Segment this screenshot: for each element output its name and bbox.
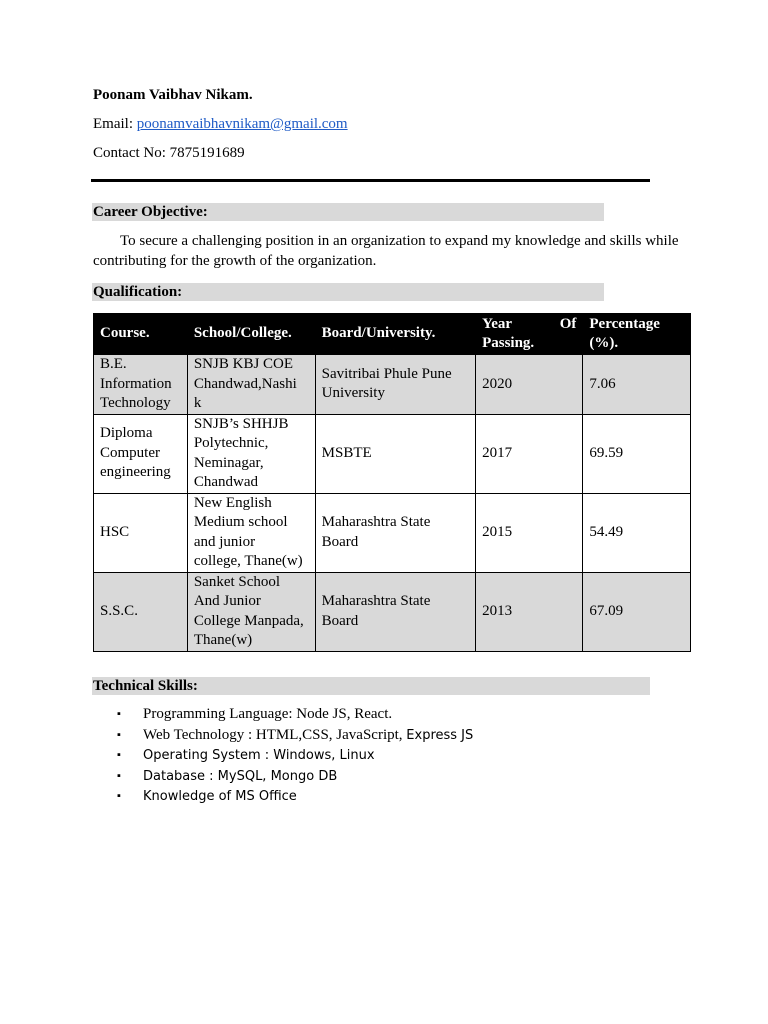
cell-school-line: Chandwad,Nashi	[193, 375, 297, 392]
cell-course	[94, 572, 188, 651]
cell-school-line: college, Thane(w)	[193, 553, 303, 569]
cell-board-line: Maharashtra State	[321, 593, 431, 609]
cell-percentage: 69.59	[583, 414, 691, 493]
cell-school-line: Medium school	[193, 514, 288, 530]
header-year-word: Year	[482, 315, 513, 332]
header-board: Board/University.	[315, 314, 475, 355]
header-divider	[91, 179, 650, 182]
skill-item-operating-system: ▪ Operating System : Windows, Linux	[117, 745, 473, 766]
cell-school-line: SNJB’s SHHJB	[193, 415, 289, 432]
skill-item-ms-office: ▪ Knowledge of MS Office	[117, 786, 473, 807]
cell-school-line: and junior	[193, 533, 256, 550]
header-percentage-word: Percentage	[589, 315, 660, 332]
email-link[interactable]: poonamvaibhavnikam@gmail.com	[136, 116, 348, 132]
skill-item-programming: ▪ Programming Language: Node JS, React.	[117, 704, 473, 725]
cell-board-line: Board	[321, 612, 359, 629]
cell-year: 2013	[476, 572, 583, 651]
cell-course	[94, 355, 188, 415]
table-row	[94, 493, 691, 572]
cell-school-line: Thane(w)	[193, 632, 253, 648]
technical-skills-list	[117, 704, 473, 807]
header-percentage-unit: (%).	[589, 335, 619, 351]
header-year-passing: Passing.	[482, 335, 535, 351]
cell-percentage: 54.49	[583, 493, 691, 572]
cell-year: 2017	[476, 414, 583, 493]
table-row	[94, 355, 691, 415]
candidate-name: Poonam Vaibhav Nikam.	[93, 87, 253, 103]
technical-skills-heading: Technical Skills:	[92, 677, 650, 695]
contact-number: Contact No: 7875191689	[93, 145, 245, 161]
cell-school	[187, 414, 315, 493]
table-row	[94, 572, 691, 651]
cell-board-line: University	[321, 385, 385, 402]
cell-course	[94, 493, 188, 572]
cell-school-line: Neminagar,	[193, 454, 264, 471]
cell-percentage: 7.06	[583, 355, 691, 415]
cell-board-line: MSBTE	[321, 444, 372, 461]
cell-course-line: engineering	[100, 464, 171, 481]
skill-item-web-technology: ▪ Web Technology : HTML,CSS, JavaScript, Express JS	[117, 725, 473, 746]
cell-year: 2020	[476, 355, 583, 415]
cell-school	[187, 493, 315, 572]
skill-item-database: ▪ Database : MySQL, Mongo DB	[117, 766, 473, 787]
cell-board-line: Savitribai Phule Pune	[321, 365, 452, 382]
cell-school-line: Polytechnic,	[193, 435, 269, 451]
cell-board-line: Maharashtra State	[321, 514, 431, 530]
bullet-icon: ▪	[117, 708, 121, 720]
cell-course-line: B.E.	[100, 356, 127, 372]
email-line	[93, 116, 348, 133]
cell-course-line: Technology	[100, 395, 171, 411]
cell-board-line: Board	[321, 533, 359, 550]
header-school: School/College.	[187, 314, 315, 355]
header-year-of: Of	[559, 315, 577, 332]
header-course: Course.	[94, 314, 188, 355]
email-label: Email:	[93, 116, 137, 132]
cell-school-line: Chandwad	[193, 474, 258, 490]
bullet-icon: ▪	[117, 790, 121, 802]
cell-school-line: New English	[193, 494, 272, 511]
career-objective-text: To secure a challenging position in an organization to expand my knowledge and skills while contributing for the growth of the organization.	[93, 233, 679, 269]
qualification-table	[93, 313, 691, 652]
cell-school-line: SNJB KBJ COE	[193, 356, 294, 372]
bullet-icon: ▪	[117, 749, 121, 761]
cell-percentage: 67.09	[583, 572, 691, 651]
cell-board	[315, 414, 475, 493]
bullet-icon: ▪	[117, 728, 121, 741]
table-row	[94, 414, 691, 493]
cell-course-line: HSC	[100, 523, 130, 540]
qualification-heading: Qualification:	[92, 283, 604, 301]
cell-school-line: College Manpada,	[193, 612, 304, 629]
cell-school	[187, 355, 315, 415]
cell-course-line: Diploma	[100, 425, 153, 442]
cell-school-line: k	[193, 395, 202, 411]
cell-board	[315, 572, 475, 651]
cell-course-line: Information	[100, 375, 172, 392]
cell-course-line: Computer	[100, 444, 160, 461]
cell-school-line: Sanket School	[193, 573, 281, 590]
bullet-icon: ▪	[117, 769, 121, 782]
cell-course	[94, 414, 188, 493]
table-header-row	[94, 314, 691, 355]
cell-course-line: S.S.C.	[100, 602, 138, 619]
skill-express-js: Express JS	[406, 727, 474, 743]
header-year	[476, 314, 583, 355]
cell-board	[315, 493, 475, 572]
career-objective-heading: Career Objective:	[92, 203, 604, 221]
cell-board	[315, 355, 475, 415]
cell-school	[187, 572, 315, 651]
cell-year: 2015	[476, 493, 583, 572]
header-percentage	[583, 314, 691, 355]
cell-school-line: And Junior	[193, 593, 261, 609]
